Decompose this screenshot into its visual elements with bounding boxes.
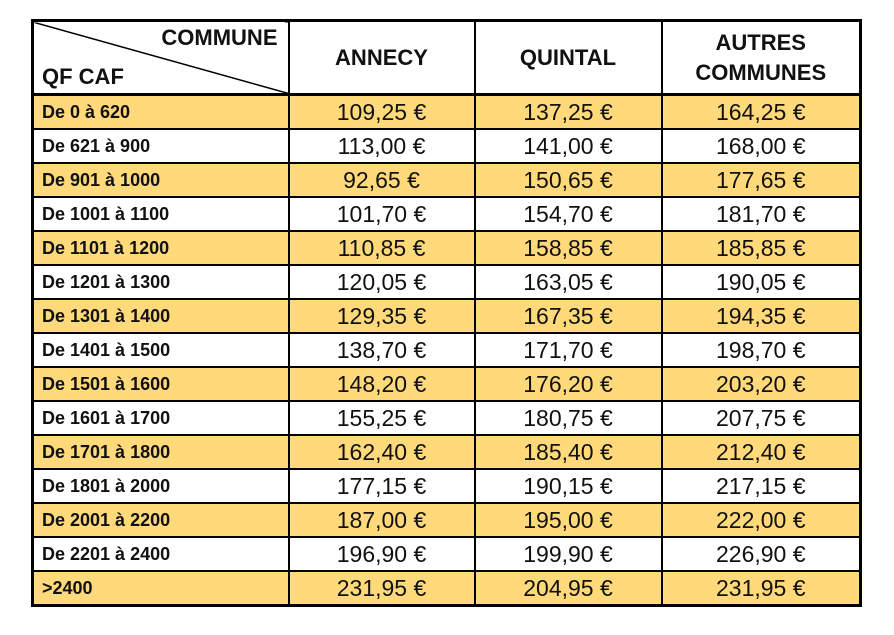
- autres-communes-price-cell: 185,85 €: [662, 231, 861, 265]
- autres-communes-price-cell: 164,25 €: [662, 95, 861, 130]
- annecy-price-cell: 120,05 €: [289, 265, 475, 299]
- quintal-column-header: QUINTAL: [475, 21, 662, 95]
- table-row: [33, 299, 861, 333]
- annecy-price-cell: 162,40 €: [289, 435, 475, 469]
- autres-communes-price-cell: 181,70 €: [662, 197, 861, 231]
- qf-range-cell: De 2001 à 2200: [33, 503, 289, 537]
- table-row: [33, 95, 861, 130]
- annecy-price-cell: 92,65 €: [289, 163, 475, 197]
- annecy-price-cell: 231,95 €: [289, 571, 475, 606]
- table-body: [33, 95, 861, 606]
- qf-range-cell: De 1101 à 1200: [33, 231, 289, 265]
- qf-caf-header-label: QF CAF: [42, 64, 124, 89]
- table-header: [33, 21, 861, 95]
- qf-range-cell: De 1201 à 1300: [33, 265, 289, 299]
- annecy-price-cell: 187,00 €: [289, 503, 475, 537]
- annecy-price-cell: 138,70 €: [289, 333, 475, 367]
- annecy-price-cell: 109,25 €: [289, 95, 475, 130]
- autres-communes-price-cell: 226,90 €: [662, 537, 861, 571]
- annecy-price-cell: 110,85 €: [289, 231, 475, 265]
- qf-range-cell: De 621 à 900: [33, 129, 289, 163]
- qf-range-cell: De 1001 à 1100: [33, 197, 289, 231]
- quintal-price-cell: 137,25 €: [475, 95, 662, 130]
- annecy-price-cell: 101,70 €: [289, 197, 475, 231]
- quintal-price-cell: 154,70 €: [475, 197, 662, 231]
- tarif-table: [31, 19, 862, 607]
- qf-range-cell: De 1301 à 1400: [33, 299, 289, 333]
- annecy-price-cell: 129,35 €: [289, 299, 475, 333]
- header-row: [33, 21, 861, 95]
- annecy-price-cell: 155,25 €: [289, 401, 475, 435]
- autres-communes-price-cell: 190,05 €: [662, 265, 861, 299]
- qf-range-cell: De 1401 à 1500: [33, 333, 289, 367]
- table-row: [33, 401, 861, 435]
- commune-header-label: COMMUNE: [161, 25, 278, 50]
- quintal-price-cell: 158,85 €: [475, 231, 662, 265]
- qf-range-cell: >2400: [33, 571, 289, 606]
- table-row: [33, 333, 861, 367]
- qf-range-cell: De 2201 à 2400: [33, 537, 289, 571]
- autres-communes-price-cell: 231,95 €: [662, 571, 861, 606]
- qf-range-cell: De 1501 à 1600: [33, 367, 289, 401]
- table-row: [33, 537, 861, 571]
- autres-communes-price-cell: 212,40 €: [662, 435, 861, 469]
- quintal-price-cell: 171,70 €: [475, 333, 662, 367]
- quintal-price-cell: 176,20 €: [475, 367, 662, 401]
- table-row: [33, 231, 861, 265]
- qf-range-cell: De 901 à 1000: [33, 163, 289, 197]
- autres-communes-price-cell: 177,65 €: [662, 163, 861, 197]
- quintal-price-cell: 150,65 €: [475, 163, 662, 197]
- qf-range-cell: De 0 à 620: [33, 95, 289, 130]
- qf-range-cell: De 1601 à 1700: [33, 401, 289, 435]
- autres-communes-price-cell: 194,35 €: [662, 299, 861, 333]
- annecy-price-cell: 177,15 €: [289, 469, 475, 503]
- autres-communes-price-cell: 203,20 €: [662, 367, 861, 401]
- qf-range-cell: De 1701 à 1800: [33, 435, 289, 469]
- table-row: [33, 469, 861, 503]
- table-row: [33, 571, 861, 606]
- autres-communes-price-cell: 168,00 €: [662, 129, 861, 163]
- autres-communes-price-cell: 198,70 €: [662, 333, 861, 367]
- table-row: [33, 129, 861, 163]
- table-row: [33, 503, 861, 537]
- table-row: [33, 197, 861, 231]
- quintal-price-cell: 190,15 €: [475, 469, 662, 503]
- diagonal-header-cell: [33, 21, 289, 95]
- annecy-price-cell: 148,20 €: [289, 367, 475, 401]
- annecy-column-header: ANNECY: [289, 21, 475, 95]
- quintal-price-cell: 167,35 €: [475, 299, 662, 333]
- qf-range-cell: De 1801 à 2000: [33, 469, 289, 503]
- quintal-price-cell: 180,75 €: [475, 401, 662, 435]
- autres-communes-price-cell: 222,00 €: [662, 503, 861, 537]
- table-row: [33, 367, 861, 401]
- autres-communes-price-cell: 207,75 €: [662, 401, 861, 435]
- annecy-price-cell: 113,00 €: [289, 129, 475, 163]
- quintal-price-cell: 195,00 €: [475, 503, 662, 537]
- quintal-price-cell: 141,00 €: [475, 129, 662, 163]
- quintal-price-cell: 163,05 €: [475, 265, 662, 299]
- annecy-price-cell: 196,90 €: [289, 537, 475, 571]
- table-row: [33, 163, 861, 197]
- autres-communes-price-cell: 217,15 €: [662, 469, 861, 503]
- table-row: [33, 435, 861, 469]
- table-row: [33, 265, 861, 299]
- quintal-price-cell: 199,90 €: [475, 537, 662, 571]
- quintal-price-cell: 185,40 €: [475, 435, 662, 469]
- autres-communes-column-header: AUTRES COMMUNES: [662, 21, 861, 95]
- quintal-price-cell: 204,95 €: [475, 571, 662, 606]
